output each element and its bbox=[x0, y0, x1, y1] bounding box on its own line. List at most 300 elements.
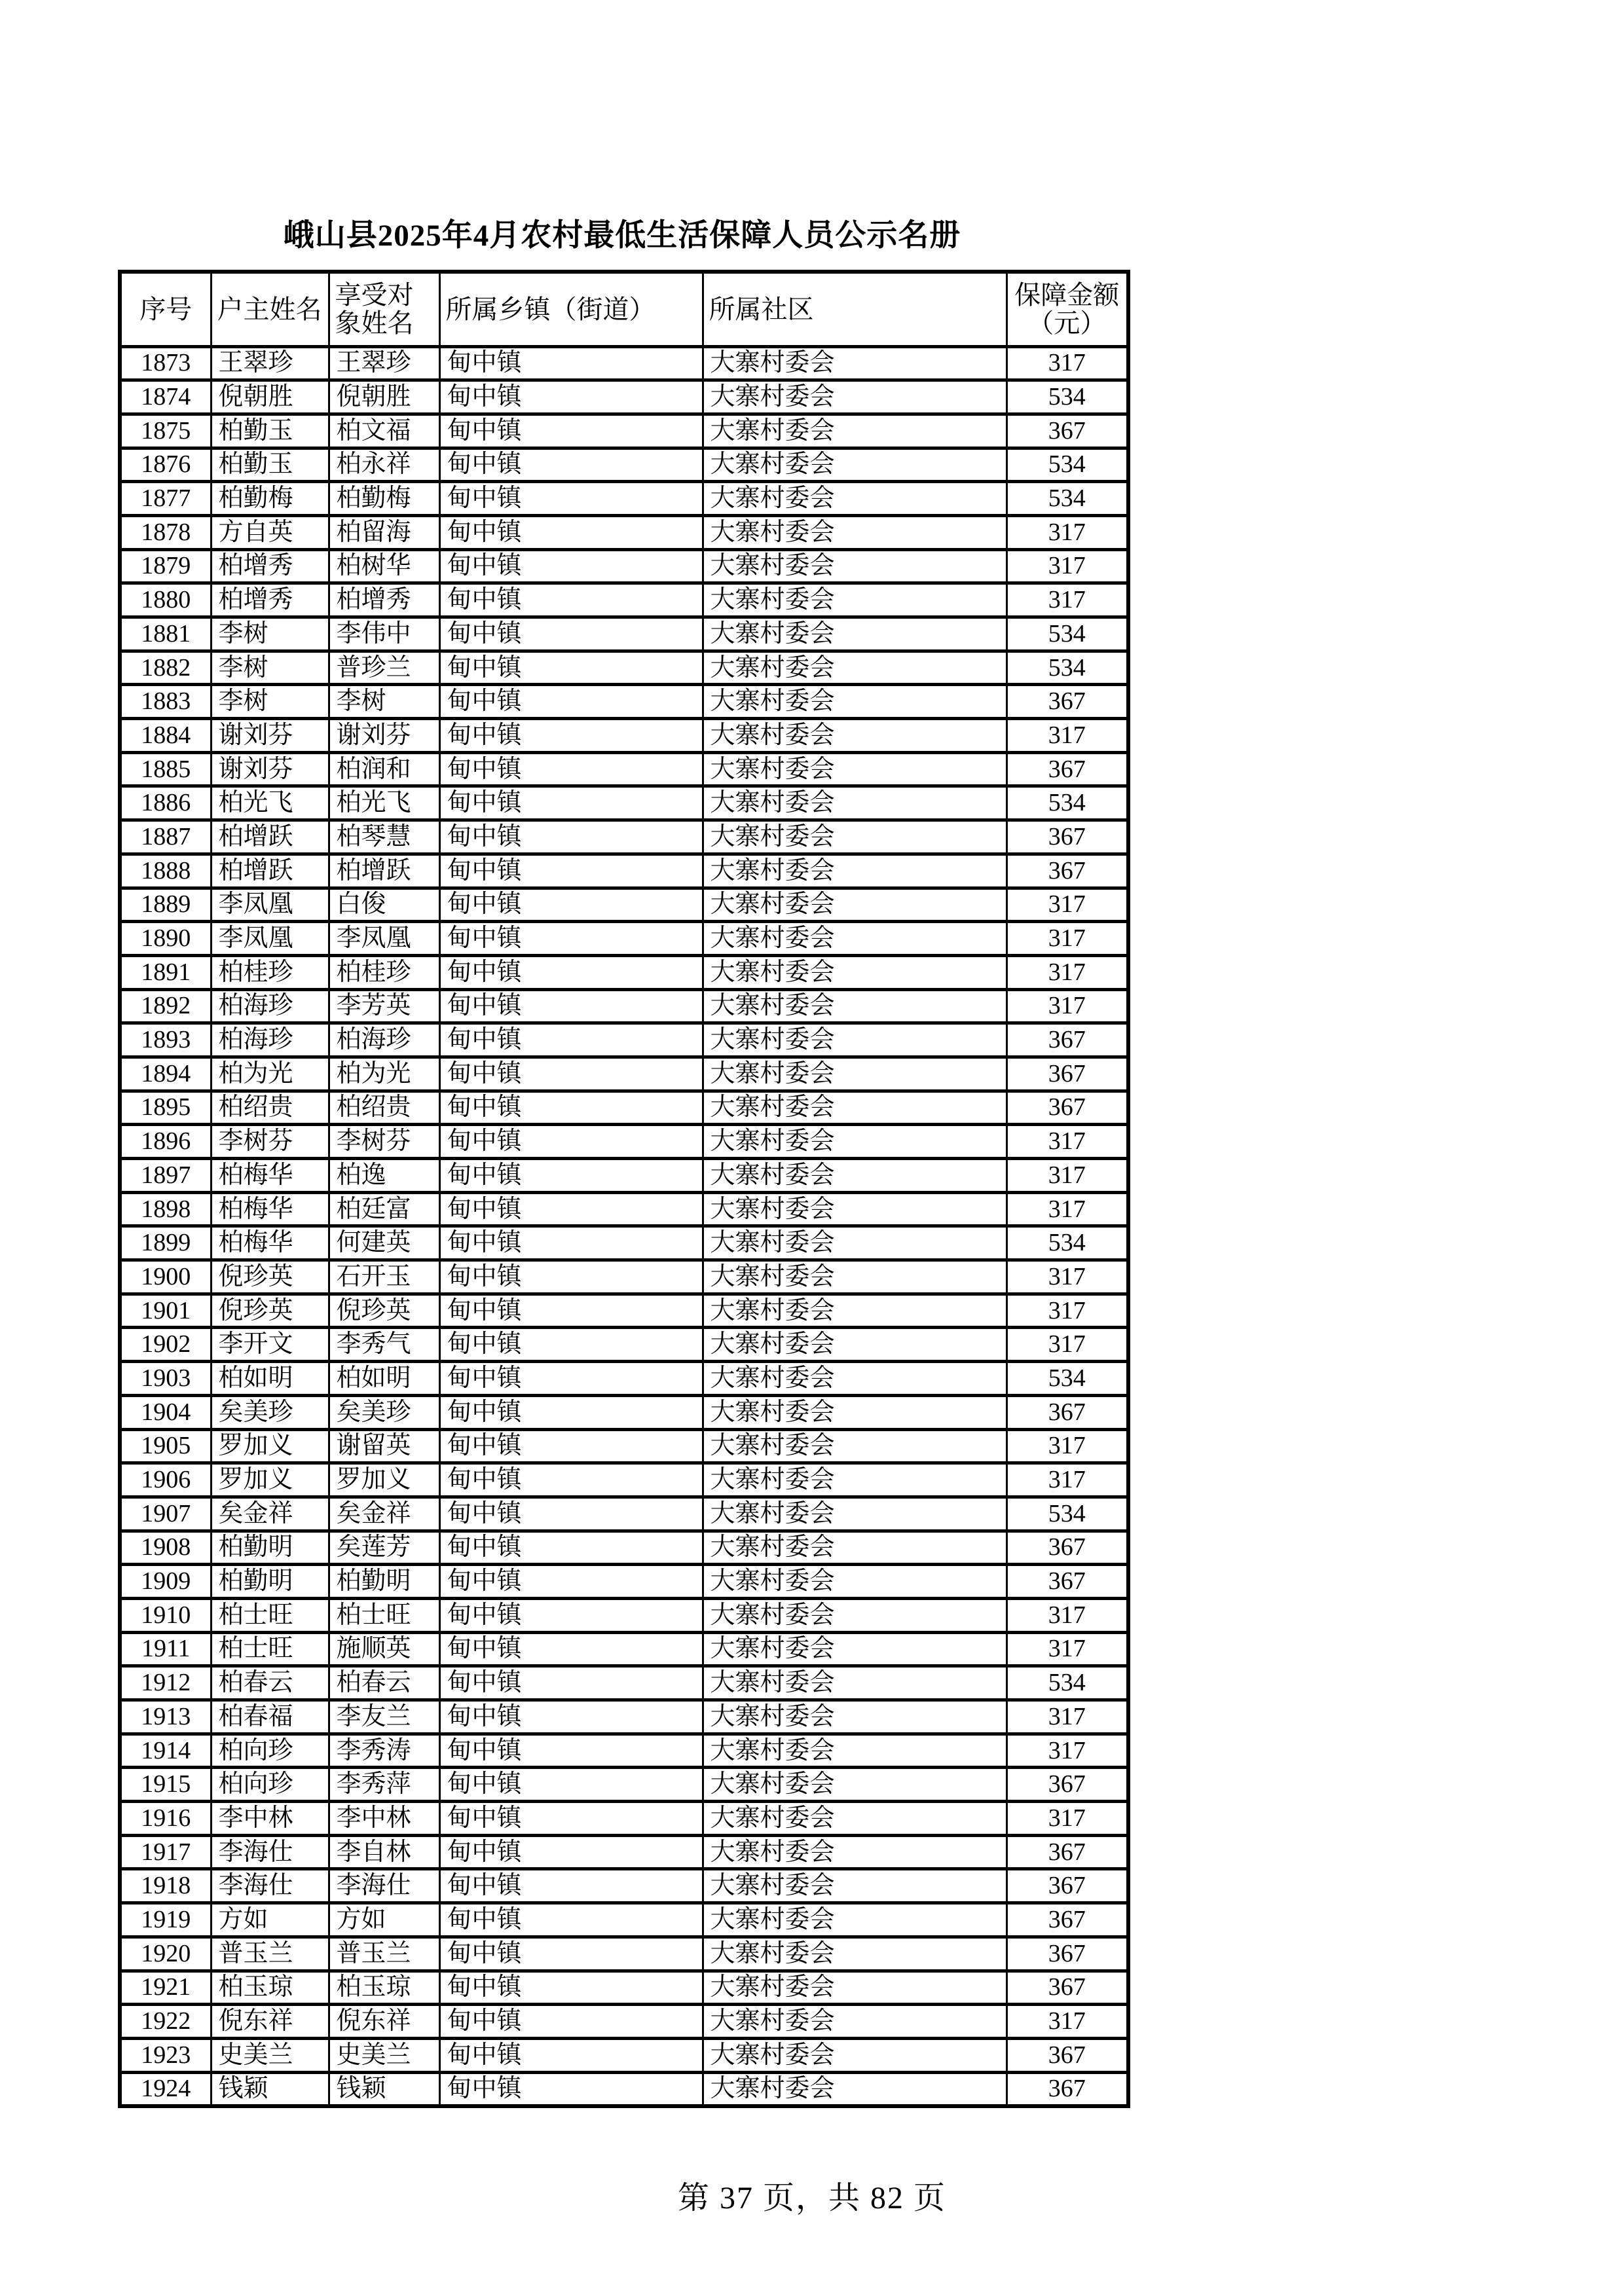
cell-community: 大寨村委会 bbox=[703, 2005, 1006, 2039]
cell-household-name: 李凤凰 bbox=[211, 888, 329, 922]
column-header-beneficiary-name: 享受对象姓名 bbox=[329, 272, 439, 346]
cell-township: 甸中镇 bbox=[439, 1057, 703, 1091]
cell-community: 大寨村委会 bbox=[703, 1125, 1006, 1159]
cell-amount: 317 bbox=[1006, 1734, 1128, 1768]
cell-household-name: 矣金祥 bbox=[211, 1497, 329, 1531]
cell-household-name: 柏向珍 bbox=[211, 1768, 329, 1802]
cell-household-name: 李树 bbox=[211, 651, 329, 685]
cell-community: 大寨村委会 bbox=[703, 1802, 1006, 1836]
cell-amount: 317 bbox=[1006, 922, 1128, 956]
cell-amount: 367 bbox=[1006, 1903, 1128, 1937]
cell-amount: 367 bbox=[1006, 1565, 1128, 1599]
cell-amount: 367 bbox=[1006, 1768, 1128, 1802]
cell-beneficiary-name: 柏为光 bbox=[329, 1057, 439, 1091]
table-row bbox=[120, 482, 1128, 516]
cell-beneficiary-name: 谢留英 bbox=[329, 1429, 439, 1463]
cell-community: 大寨村委会 bbox=[703, 1226, 1006, 1260]
cell-township: 甸中镇 bbox=[439, 955, 703, 989]
cell-serial: 1879 bbox=[120, 549, 211, 583]
cell-community: 大寨村委会 bbox=[703, 549, 1006, 583]
table-row bbox=[120, 448, 1128, 482]
cell-serial: 1912 bbox=[120, 1666, 211, 1700]
cell-household-name: 柏如明 bbox=[211, 1362, 329, 1396]
table-row bbox=[120, 380, 1128, 414]
cell-beneficiary-name: 柏勤梅 bbox=[329, 482, 439, 516]
cell-township: 甸中镇 bbox=[439, 1734, 703, 1768]
table-row bbox=[120, 752, 1128, 786]
cell-beneficiary-name: 普玉兰 bbox=[329, 1937, 439, 1971]
cell-community: 大寨村委会 bbox=[703, 1531, 1006, 1565]
cell-township: 甸中镇 bbox=[439, 1700, 703, 1734]
cell-amount: 317 bbox=[1006, 955, 1128, 989]
table-row bbox=[120, 583, 1128, 617]
cell-township: 甸中镇 bbox=[439, 2038, 703, 2072]
cell-household-name: 李凤凰 bbox=[211, 922, 329, 956]
cell-serial: 1917 bbox=[120, 1835, 211, 1869]
cell-amount: 367 bbox=[1006, 1971, 1128, 2005]
table-row bbox=[120, 1531, 1128, 1565]
cell-serial: 1901 bbox=[120, 1294, 211, 1328]
cell-amount: 317 bbox=[1006, 1463, 1128, 1497]
cell-community: 大寨村委会 bbox=[703, 1565, 1006, 1599]
cell-beneficiary-name: 李海仕 bbox=[329, 1869, 439, 1903]
cell-beneficiary-name: 柏润和 bbox=[329, 752, 439, 786]
page-number-footer: 第 37 页，共 82 页 bbox=[677, 2181, 946, 2215]
cell-beneficiary-name: 李凤凰 bbox=[329, 922, 439, 956]
cell-community: 大寨村委会 bbox=[703, 1091, 1006, 1125]
cell-household-name: 柏梅华 bbox=[211, 1159, 329, 1193]
cell-amount: 317 bbox=[1006, 1159, 1128, 1193]
cell-household-name: 普玉兰 bbox=[211, 1937, 329, 1971]
cell-community: 大寨村委会 bbox=[703, 2038, 1006, 2072]
cell-township: 甸中镇 bbox=[439, 549, 703, 583]
cell-serial: 1878 bbox=[120, 515, 211, 549]
cell-beneficiary-name: 白俊 bbox=[329, 888, 439, 922]
cell-household-name: 钱颖 bbox=[211, 2072, 329, 2106]
table-row bbox=[120, 617, 1128, 651]
cell-beneficiary-name: 柏增跃 bbox=[329, 854, 439, 888]
cell-amount: 367 bbox=[1006, 854, 1128, 888]
cell-beneficiary-name: 倪东祥 bbox=[329, 2005, 439, 2039]
cell-household-name: 罗加义 bbox=[211, 1463, 329, 1497]
cell-beneficiary-name: 李树 bbox=[329, 685, 439, 719]
cell-serial: 1918 bbox=[120, 1869, 211, 1903]
table-row bbox=[120, 1632, 1128, 1666]
cell-household-name: 罗加义 bbox=[211, 1429, 329, 1463]
cell-community: 大寨村委会 bbox=[703, 1057, 1006, 1091]
cell-township: 甸中镇 bbox=[439, 448, 703, 482]
cell-serial: 1904 bbox=[120, 1395, 211, 1429]
cell-household-name: 李中林 bbox=[211, 1802, 329, 1836]
cell-community: 大寨村委会 bbox=[703, 1362, 1006, 1396]
cell-amount: 534 bbox=[1006, 482, 1128, 516]
cell-household-name: 柏增秀 bbox=[211, 549, 329, 583]
cell-serial: 1915 bbox=[120, 1768, 211, 1802]
cell-beneficiary-name: 李秀涛 bbox=[329, 1734, 439, 1768]
cell-township: 甸中镇 bbox=[439, 685, 703, 719]
cell-beneficiary-name: 石开玉 bbox=[329, 1260, 439, 1294]
cell-household-name: 王翠珍 bbox=[211, 346, 329, 380]
cell-beneficiary-name: 李自林 bbox=[329, 1835, 439, 1869]
table-row bbox=[120, 719, 1128, 753]
cell-beneficiary-name: 李树芬 bbox=[329, 1125, 439, 1159]
cell-amount: 317 bbox=[1006, 1294, 1128, 1328]
cell-household-name: 柏光飞 bbox=[211, 786, 329, 820]
cell-amount: 367 bbox=[1006, 1531, 1128, 1565]
cell-township: 甸中镇 bbox=[439, 1802, 703, 1836]
cell-beneficiary-name: 施顺英 bbox=[329, 1632, 439, 1666]
table-row bbox=[120, 346, 1128, 380]
cell-beneficiary-name: 柏光飞 bbox=[329, 786, 439, 820]
cell-amount: 367 bbox=[1006, 820, 1128, 854]
cell-serial: 1881 bbox=[120, 617, 211, 651]
cell-township: 甸中镇 bbox=[439, 617, 703, 651]
cell-beneficiary-name: 柏留海 bbox=[329, 515, 439, 549]
cell-community: 大寨村委会 bbox=[703, 583, 1006, 617]
cell-township: 甸中镇 bbox=[439, 1937, 703, 1971]
cell-beneficiary-name: 柏琴慧 bbox=[329, 820, 439, 854]
cell-community: 大寨村委会 bbox=[703, 651, 1006, 685]
cell-amount: 534 bbox=[1006, 1666, 1128, 1700]
cell-township: 甸中镇 bbox=[439, 1226, 703, 1260]
cell-community: 大寨村委会 bbox=[703, 1159, 1006, 1193]
cell-amount: 534 bbox=[1006, 617, 1128, 651]
table-row bbox=[120, 1734, 1128, 1768]
cell-township: 甸中镇 bbox=[439, 2072, 703, 2106]
table-row bbox=[120, 1057, 1128, 1091]
cell-household-name: 谢刘芬 bbox=[211, 752, 329, 786]
cell-household-name: 方自英 bbox=[211, 515, 329, 549]
cell-beneficiary-name: 柏永祥 bbox=[329, 448, 439, 482]
cell-serial: 1897 bbox=[120, 1159, 211, 1193]
cell-township: 甸中镇 bbox=[439, 888, 703, 922]
cell-community: 大寨村委会 bbox=[703, 989, 1006, 1023]
cell-township: 甸中镇 bbox=[439, 1768, 703, 1802]
table-row bbox=[120, 989, 1128, 1023]
table-row bbox=[120, 1159, 1128, 1193]
cell-community: 大寨村委会 bbox=[703, 1328, 1006, 1362]
table-header bbox=[120, 272, 1128, 346]
table-row bbox=[120, 1869, 1128, 1903]
cell-township: 甸中镇 bbox=[439, 651, 703, 685]
table-row bbox=[120, 1294, 1128, 1328]
cell-household-name: 倪东祥 bbox=[211, 2005, 329, 2039]
cell-household-name: 柏勤明 bbox=[211, 1565, 329, 1599]
cell-household-name: 李开文 bbox=[211, 1328, 329, 1362]
cell-amount: 317 bbox=[1006, 515, 1128, 549]
cell-household-name: 李树 bbox=[211, 617, 329, 651]
cell-township: 甸中镇 bbox=[439, 1159, 703, 1193]
cell-community: 大寨村委会 bbox=[703, 515, 1006, 549]
cell-amount: 367 bbox=[1006, 1057, 1128, 1091]
cell-community: 大寨村委会 bbox=[703, 955, 1006, 989]
cell-amount: 534 bbox=[1006, 380, 1128, 414]
cell-serial: 1913 bbox=[120, 1700, 211, 1734]
cell-beneficiary-name: 柏增秀 bbox=[329, 583, 439, 617]
page-title: 峨山县2025年4月农村最低生活保障人员公示名册 bbox=[283, 219, 961, 253]
cell-community: 大寨村委会 bbox=[703, 346, 1006, 380]
cell-household-name: 柏增秀 bbox=[211, 583, 329, 617]
cell-community: 大寨村委会 bbox=[703, 1835, 1006, 1869]
cell-beneficiary-name: 李友兰 bbox=[329, 1700, 439, 1734]
cell-serial: 1895 bbox=[120, 1091, 211, 1125]
cell-township: 甸中镇 bbox=[439, 1395, 703, 1429]
cell-township: 甸中镇 bbox=[439, 820, 703, 854]
table-row bbox=[120, 549, 1128, 583]
table-row bbox=[120, 414, 1128, 448]
cell-household-name: 史美兰 bbox=[211, 2038, 329, 2072]
table-row bbox=[120, 1226, 1128, 1260]
cell-amount: 317 bbox=[1006, 2005, 1128, 2039]
cell-beneficiary-name: 柏桂珍 bbox=[329, 955, 439, 989]
cell-township: 甸中镇 bbox=[439, 1091, 703, 1125]
cell-beneficiary-name: 柏勤明 bbox=[329, 1565, 439, 1599]
table-row bbox=[120, 1362, 1128, 1396]
cell-household-name: 矣美珍 bbox=[211, 1395, 329, 1429]
cell-serial: 1885 bbox=[120, 752, 211, 786]
cell-serial: 1903 bbox=[120, 1362, 211, 1396]
cell-township: 甸中镇 bbox=[439, 1598, 703, 1632]
cell-household-name: 李树芬 bbox=[211, 1125, 329, 1159]
cell-township: 甸中镇 bbox=[439, 346, 703, 380]
cell-serial: 1898 bbox=[120, 1192, 211, 1226]
cell-township: 甸中镇 bbox=[439, 1531, 703, 1565]
cell-community: 大寨村委会 bbox=[703, 1260, 1006, 1294]
cell-serial: 1873 bbox=[120, 346, 211, 380]
cell-serial: 1909 bbox=[120, 1565, 211, 1599]
cell-township: 甸中镇 bbox=[439, 1565, 703, 1599]
cell-amount: 317 bbox=[1006, 719, 1128, 753]
table-row bbox=[120, 1700, 1128, 1734]
cell-beneficiary-name: 柏绍贵 bbox=[329, 1091, 439, 1125]
cell-amount: 317 bbox=[1006, 549, 1128, 583]
cell-township: 甸中镇 bbox=[439, 1971, 703, 2005]
cell-amount: 367 bbox=[1006, 1023, 1128, 1057]
cell-township: 甸中镇 bbox=[439, 2005, 703, 2039]
cell-beneficiary-name: 李芳英 bbox=[329, 989, 439, 1023]
cell-township: 甸中镇 bbox=[439, 989, 703, 1023]
cell-serial: 1916 bbox=[120, 1802, 211, 1836]
cell-community: 大寨村委会 bbox=[703, 1734, 1006, 1768]
cell-community: 大寨村委会 bbox=[703, 1598, 1006, 1632]
cell-household-name: 柏增跃 bbox=[211, 820, 329, 854]
cell-community: 大寨村委会 bbox=[703, 1869, 1006, 1903]
cell-amount: 367 bbox=[1006, 2072, 1128, 2106]
cell-serial: 1899 bbox=[120, 1226, 211, 1260]
cell-serial: 1890 bbox=[120, 922, 211, 956]
table-row bbox=[120, 1395, 1128, 1429]
cell-community: 大寨村委会 bbox=[703, 1700, 1006, 1734]
cell-household-name: 柏增跃 bbox=[211, 854, 329, 888]
cell-serial: 1884 bbox=[120, 719, 211, 753]
cell-township: 甸中镇 bbox=[439, 786, 703, 820]
cell-serial: 1921 bbox=[120, 1971, 211, 2005]
table-header-row bbox=[120, 272, 1128, 346]
cell-serial: 1922 bbox=[120, 2005, 211, 2039]
table-row bbox=[120, 1565, 1128, 1599]
cell-community: 大寨村委会 bbox=[703, 685, 1006, 719]
cell-township: 甸中镇 bbox=[439, 854, 703, 888]
cell-township: 甸中镇 bbox=[439, 380, 703, 414]
table-row bbox=[120, 820, 1128, 854]
cell-serial: 1892 bbox=[120, 989, 211, 1023]
cell-township: 甸中镇 bbox=[439, 1835, 703, 1869]
cell-beneficiary-name: 王翠珍 bbox=[329, 346, 439, 380]
table-row bbox=[120, 1971, 1128, 2005]
table-row bbox=[120, 1260, 1128, 1294]
cell-household-name: 倪珍英 bbox=[211, 1294, 329, 1328]
table-row bbox=[120, 1192, 1128, 1226]
cell-community: 大寨村委会 bbox=[703, 1666, 1006, 1700]
cell-serial: 1875 bbox=[120, 414, 211, 448]
cell-township: 甸中镇 bbox=[439, 414, 703, 448]
cell-amount: 367 bbox=[1006, 752, 1128, 786]
cell-amount: 317 bbox=[1006, 989, 1128, 1023]
cell-community: 大寨村委会 bbox=[703, 820, 1006, 854]
table-row bbox=[120, 1328, 1128, 1362]
cell-serial: 1910 bbox=[120, 1598, 211, 1632]
table-row bbox=[120, 888, 1128, 922]
cell-household-name: 柏梅华 bbox=[211, 1192, 329, 1226]
cell-serial: 1923 bbox=[120, 2038, 211, 2072]
column-header-serial: 序号 bbox=[120, 272, 211, 346]
cell-amount: 317 bbox=[1006, 1125, 1128, 1159]
table-row bbox=[120, 1497, 1128, 1531]
table-row bbox=[120, 2005, 1128, 2039]
cell-serial: 1902 bbox=[120, 1328, 211, 1362]
cell-serial: 1877 bbox=[120, 482, 211, 516]
table-row bbox=[120, 2072, 1128, 2106]
table-row bbox=[120, 515, 1128, 549]
cell-beneficiary-name: 矣美珍 bbox=[329, 1395, 439, 1429]
cell-township: 甸中镇 bbox=[439, 1429, 703, 1463]
cell-amount: 367 bbox=[1006, 1835, 1128, 1869]
cell-township: 甸中镇 bbox=[439, 752, 703, 786]
table-body bbox=[120, 346, 1128, 2106]
cell-amount: 534 bbox=[1006, 1497, 1128, 1531]
cell-township: 甸中镇 bbox=[439, 1632, 703, 1666]
table-row bbox=[120, 955, 1128, 989]
cell-amount: 317 bbox=[1006, 1700, 1128, 1734]
cell-township: 甸中镇 bbox=[439, 1294, 703, 1328]
cell-beneficiary-name: 柏玉琼 bbox=[329, 1971, 439, 2005]
cell-serial: 1911 bbox=[120, 1632, 211, 1666]
cell-serial: 1876 bbox=[120, 448, 211, 482]
table-row bbox=[120, 1937, 1128, 1971]
cell-community: 大寨村委会 bbox=[703, 854, 1006, 888]
column-header-household-name: 户主姓名 bbox=[211, 272, 329, 346]
cell-household-name: 柏勤梅 bbox=[211, 482, 329, 516]
cell-household-name: 李树 bbox=[211, 685, 329, 719]
cell-household-name: 柏绍贵 bbox=[211, 1091, 329, 1125]
cell-household-name: 柏玉琼 bbox=[211, 1971, 329, 2005]
cell-community: 大寨村委会 bbox=[703, 380, 1006, 414]
cell-household-name: 柏海珍 bbox=[211, 1023, 329, 1057]
cell-amount: 317 bbox=[1006, 1802, 1128, 1836]
cell-beneficiary-name: 普珍兰 bbox=[329, 651, 439, 685]
cell-serial: 1886 bbox=[120, 786, 211, 820]
cell-amount: 317 bbox=[1006, 888, 1128, 922]
cell-township: 甸中镇 bbox=[439, 1023, 703, 1057]
cell-community: 大寨村委会 bbox=[703, 1294, 1006, 1328]
cell-serial: 1896 bbox=[120, 1125, 211, 1159]
cell-beneficiary-name: 柏如明 bbox=[329, 1362, 439, 1396]
cell-community: 大寨村委会 bbox=[703, 1429, 1006, 1463]
cell-household-name: 柏春云 bbox=[211, 1666, 329, 1700]
table-row bbox=[120, 2038, 1128, 2072]
cell-community: 大寨村委会 bbox=[703, 1632, 1006, 1666]
cell-beneficiary-name: 柏士旺 bbox=[329, 1598, 439, 1632]
cell-township: 甸中镇 bbox=[439, 1666, 703, 1700]
cell-township: 甸中镇 bbox=[439, 1260, 703, 1294]
cell-beneficiary-name: 钱颖 bbox=[329, 2072, 439, 2106]
cell-beneficiary-name: 李中林 bbox=[329, 1802, 439, 1836]
cell-amount: 367 bbox=[1006, 1937, 1128, 1971]
column-header-amount: 保障金额（元） bbox=[1006, 272, 1128, 346]
cell-beneficiary-name: 柏逸 bbox=[329, 1159, 439, 1193]
cell-household-name: 柏海珍 bbox=[211, 989, 329, 1023]
cell-beneficiary-name: 柏树华 bbox=[329, 549, 439, 583]
cell-township: 甸中镇 bbox=[439, 1362, 703, 1396]
cell-serial: 1883 bbox=[120, 685, 211, 719]
cell-beneficiary-name: 倪珍英 bbox=[329, 1294, 439, 1328]
cell-community: 大寨村委会 bbox=[703, 1903, 1006, 1937]
cell-household-name: 柏向珍 bbox=[211, 1734, 329, 1768]
cell-beneficiary-name: 柏春云 bbox=[329, 1666, 439, 1700]
table-row bbox=[120, 1835, 1128, 1869]
cell-household-name: 倪朝胜 bbox=[211, 380, 329, 414]
cell-township: 甸中镇 bbox=[439, 1903, 703, 1937]
cell-serial: 1900 bbox=[120, 1260, 211, 1294]
cell-serial: 1893 bbox=[120, 1023, 211, 1057]
cell-serial: 1880 bbox=[120, 583, 211, 617]
cell-household-name: 柏勤明 bbox=[211, 1531, 329, 1565]
table-row bbox=[120, 1598, 1128, 1632]
cell-serial: 1919 bbox=[120, 1903, 211, 1937]
cell-community: 大寨村委会 bbox=[703, 1192, 1006, 1226]
cell-township: 甸中镇 bbox=[439, 1497, 703, 1531]
cell-beneficiary-name: 罗加义 bbox=[329, 1463, 439, 1497]
cell-beneficiary-name: 柏海珍 bbox=[329, 1023, 439, 1057]
cell-household-name: 李海仕 bbox=[211, 1869, 329, 1903]
table-row bbox=[120, 854, 1128, 888]
cell-amount: 367 bbox=[1006, 685, 1128, 719]
cell-amount: 534 bbox=[1006, 448, 1128, 482]
cell-community: 大寨村委会 bbox=[703, 448, 1006, 482]
cell-amount: 317 bbox=[1006, 583, 1128, 617]
cell-community: 大寨村委会 bbox=[703, 888, 1006, 922]
cell-household-name: 柏春福 bbox=[211, 1700, 329, 1734]
cell-community: 大寨村委会 bbox=[703, 719, 1006, 753]
cell-serial: 1887 bbox=[120, 820, 211, 854]
column-header-community: 所属社区 bbox=[703, 272, 1006, 346]
cell-beneficiary-name: 李秀气 bbox=[329, 1328, 439, 1362]
table-row bbox=[120, 1091, 1128, 1125]
cell-household-name: 柏士旺 bbox=[211, 1632, 329, 1666]
cell-amount: 367 bbox=[1006, 1091, 1128, 1125]
cell-household-name: 柏为光 bbox=[211, 1057, 329, 1091]
cell-serial: 1888 bbox=[120, 854, 211, 888]
cell-serial: 1889 bbox=[120, 888, 211, 922]
cell-amount: 317 bbox=[1006, 1598, 1128, 1632]
cell-amount: 367 bbox=[1006, 414, 1128, 448]
table-row bbox=[120, 1023, 1128, 1057]
cell-household-name: 柏士旺 bbox=[211, 1598, 329, 1632]
table-row bbox=[120, 1125, 1128, 1159]
cell-amount: 317 bbox=[1006, 1328, 1128, 1362]
cell-community: 大寨村委会 bbox=[703, 617, 1006, 651]
cell-serial: 1914 bbox=[120, 1734, 211, 1768]
